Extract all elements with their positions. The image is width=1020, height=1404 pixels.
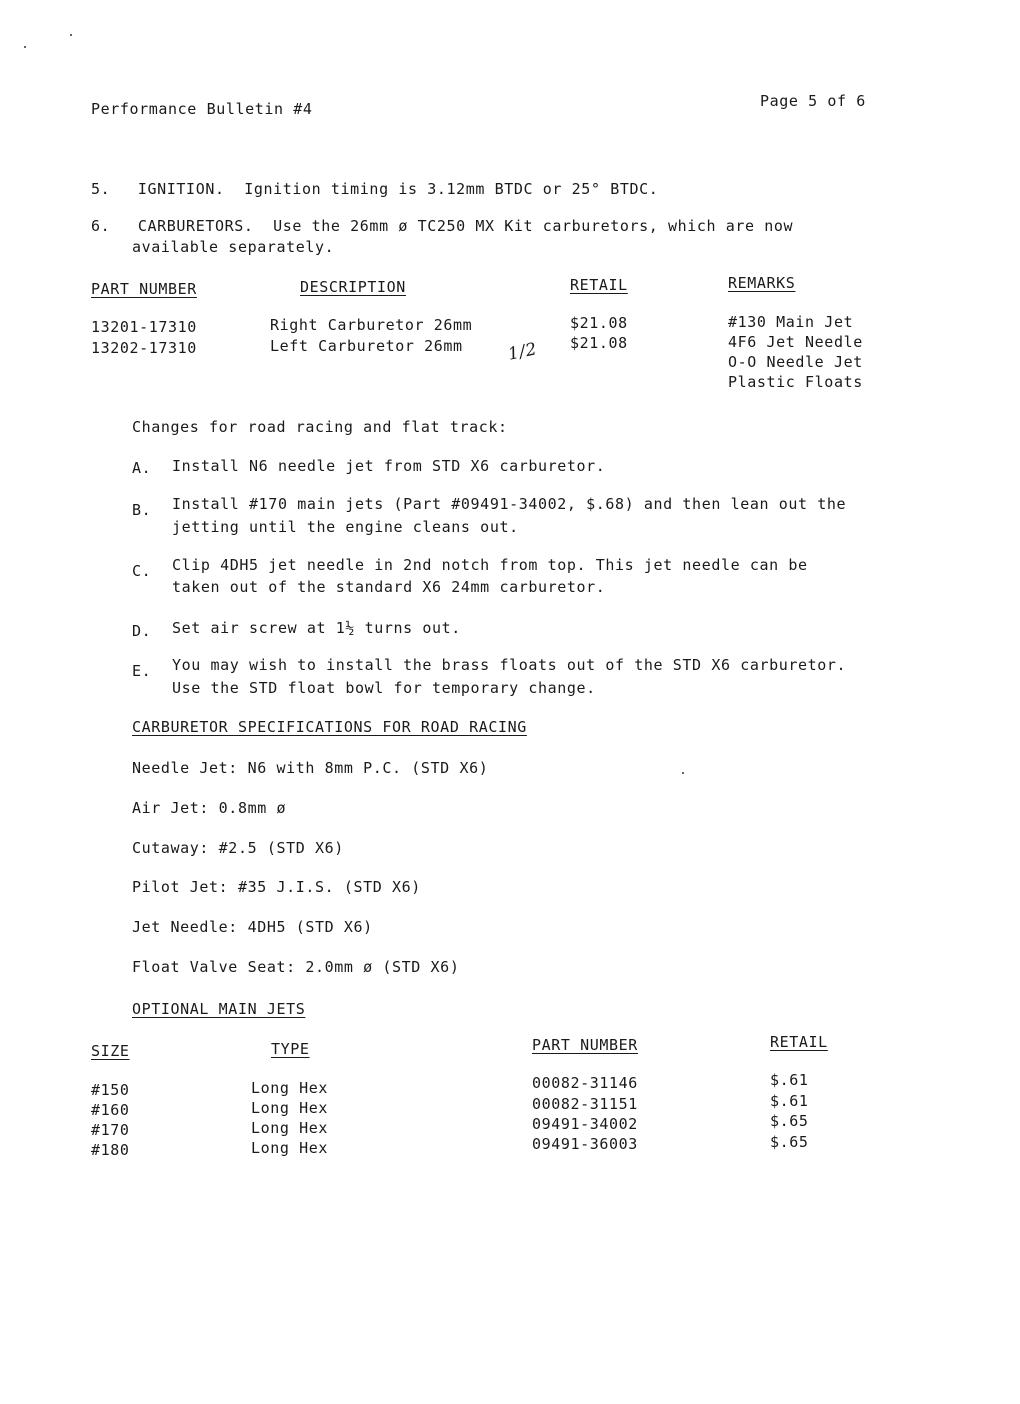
part-number-cell: 09491-36003 (532, 1135, 638, 1153)
col-header-description: DESCRIPTION (300, 278, 406, 296)
part-number-cell: 13202-17310 (91, 339, 197, 357)
retail-cell: $21.08 (570, 314, 628, 332)
col-header-part-number: PART NUMBER (91, 280, 197, 298)
col-header-part-number: PART NUMBER (532, 1036, 638, 1054)
description-cell: Left Carburetor 26mm (270, 337, 463, 355)
item-5 (91, 180, 658, 198)
type-cell: Long Hex (251, 1139, 329, 1157)
col-header-retail: RETAIL (770, 1033, 828, 1051)
spec-item: Air Jet: 0.8mm ø (132, 799, 287, 817)
remark-line: Plastic Floats (728, 373, 863, 391)
table-row (91, 318, 197, 336)
retail-cell: $21.08 (570, 334, 628, 352)
type-cell: Long Hex (251, 1079, 329, 1097)
description-cell: Right Carburetor 26mm (270, 316, 473, 334)
change-item-letter: B. (132, 501, 152, 519)
spec-item: Float Valve Seat: 2.0mm ø (STD X6) (132, 958, 460, 976)
col-header-type: TYPE (271, 1040, 310, 1058)
scan-speck (682, 772, 684, 774)
type-cell: Long Hex (251, 1119, 329, 1137)
change-item-text: Use the STD float bowl for temporary change. (172, 679, 596, 697)
retail-cell: $.61 (770, 1071, 809, 1089)
part-number-cell: 13201-17310 (91, 318, 197, 336)
item-number: 5. (91, 180, 111, 198)
change-item-letter: A. (132, 459, 152, 477)
col-header-size: SIZE (91, 1042, 130, 1060)
change-item-text: Clip 4DH5 jet needle in 2nd notch from top. This jet needle can be (172, 556, 808, 574)
type-cell: Long Hex (251, 1099, 329, 1117)
retail-cell: $.61 (770, 1092, 809, 1110)
change-item-text: jetting until the engine cleans out. (172, 518, 519, 536)
item-title: CARBURETORS. (137, 217, 254, 235)
col-header-retail: RETAIL (570, 276, 628, 294)
change-item-letter: E. (132, 662, 152, 680)
scan-speck (24, 46, 26, 48)
changes-intro: Changes for road racing and flat track: (132, 418, 508, 436)
retail-cell: $.65 (770, 1112, 809, 1130)
scan-speck (70, 34, 72, 36)
size-cell: #150 (91, 1081, 130, 1099)
spec-item: Pilot Jet: #35 J.I.S. (STD X6) (132, 878, 421, 896)
handwritten-note: 1/2 (506, 339, 539, 365)
size-cell: #170 (91, 1121, 130, 1139)
spec-item: Jet Needle: 4DH5 (STD X6) (132, 918, 373, 936)
change-item-text: You may wish to install the brass floats out of the STD X6 carburetor. (172, 656, 847, 674)
table-row (91, 339, 197, 357)
size-cell: #160 (91, 1101, 130, 1119)
part-number-cell: 00082-31146 (532, 1074, 638, 1092)
change-item-text: Set air screw at 1½ turns out. (172, 619, 461, 637)
remark-line: O-O Needle Jet (728, 353, 863, 371)
optional-jets-title: OPTIONAL MAIN JETS (132, 1000, 306, 1018)
specs-title: CARBURETOR SPECIFICATIONS FOR ROAD RACING (132, 718, 527, 736)
item-number: 6. (91, 217, 111, 235)
remark-line: 4F6 Jet Needle (728, 333, 863, 351)
item-text: Ignition timing is 3.12mm BTDC or 25° BTDC. (244, 180, 659, 198)
item-title: IGNITION. (137, 180, 225, 198)
change-item-text: Install #170 main jets (Part #09491-34002, $.68) and then lean out the (172, 495, 847, 513)
size-cell: #180 (91, 1141, 130, 1159)
col-header-remarks: REMARKS (728, 274, 796, 292)
spec-item: Cutaway: #2.5 (STD X6) (132, 839, 344, 857)
bulletin-title: Performance Bulletin #4 (91, 100, 313, 118)
change-item-letter: D. (132, 622, 152, 640)
remark-line: #130 Main Jet (728, 313, 854, 331)
spec-item: Needle Jet: N6 with 8mm P.C. (STD X6) (132, 759, 489, 777)
item-6-continuation: available separately. (132, 238, 335, 256)
part-number-cell: 09491-34002 (532, 1115, 638, 1133)
change-item-text: taken out of the standard X6 24mm carburetor. (172, 578, 606, 596)
change-item-letter: C. (132, 562, 152, 580)
page-number: Page 5 of 6 (760, 92, 866, 110)
item-text: Use the 26mm ø TC250 MX Kit carburetors, which are now (273, 217, 794, 235)
part-number-cell: 00082-31151 (532, 1095, 638, 1113)
retail-cell: $.65 (770, 1133, 809, 1151)
item-6 (91, 217, 793, 235)
change-item-text: Install N6 needle jet from STD X6 carburetor. (172, 457, 606, 475)
